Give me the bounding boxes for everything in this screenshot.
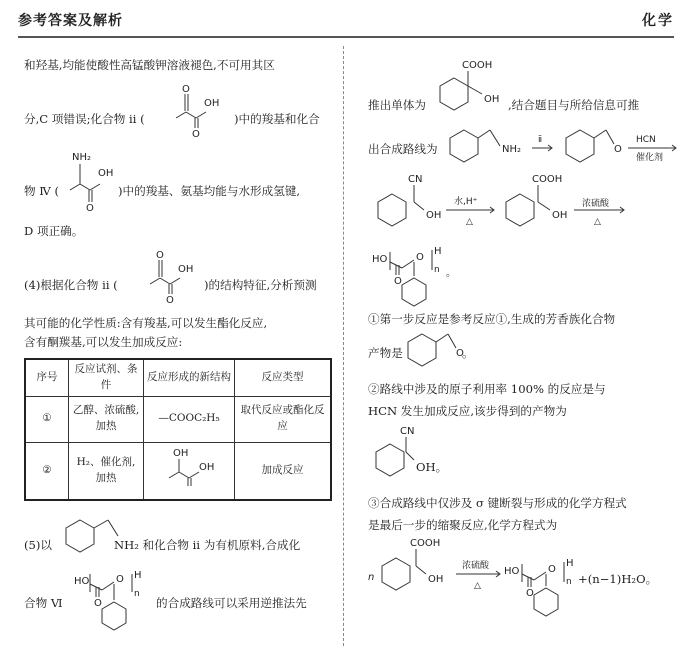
svg-text:ⅱ: ⅱ: [538, 135, 543, 145]
svg-text:COOH: COOH: [462, 60, 493, 71]
text-line: 和羟基,均能使酸性高锰酸钾溶液褪色,不可用其区: [24, 58, 275, 72]
svg-text:n: n: [566, 577, 572, 587]
svg-text:浓硫酸: 浓硫酸: [582, 199, 610, 209]
text-line: NH₂ 和化合物 ⅱ 为有机原料,合成化: [114, 538, 301, 552]
svg-text:水,H⁺: 水,H⁺: [454, 197, 478, 207]
text-line: 分,C 项错误;化合物 ⅱ (: [24, 112, 145, 126]
svg-text:△: △: [466, 217, 473, 227]
svg-text:COOH: COOH: [410, 538, 441, 549]
svg-text:O: O: [548, 564, 556, 575]
text-line: 产物是: [368, 346, 403, 360]
svg-text:NH₂: NH₂: [72, 152, 92, 163]
svg-text:n: n: [434, 265, 440, 275]
header-subject: 化学: [642, 13, 674, 29]
benzaldehyde-structure: [404, 330, 468, 370]
text-line: 出合成路线为: [368, 142, 438, 156]
svg-text:OH: OH: [484, 94, 500, 105]
svg-text:O: O: [182, 84, 190, 95]
text-line: )中的羧基、氨基均能与水形成氢键,: [118, 184, 301, 198]
text-line: (5)以: [24, 538, 53, 552]
text-line: +(n−1)H₂O。: [578, 572, 658, 586]
svg-text:。: 。: [446, 268, 456, 279]
text-line: )中的羧基和化合: [234, 112, 320, 126]
table-cell: 乙醇、浓硫酸,加热: [69, 396, 144, 442]
synthesis-route-row1: [446, 124, 682, 168]
svg-text:O: O: [614, 144, 622, 155]
svg-text:O: O: [166, 295, 174, 306]
svg-text:OH: OH: [98, 168, 114, 179]
table-header: 序号: [25, 359, 69, 396]
table-cell: 加成反应: [235, 442, 332, 500]
text-line: 合物 Ⅵ: [24, 596, 63, 610]
text-line: )的结构特征,分析预测: [204, 278, 317, 292]
svg-text:n: n: [134, 589, 140, 599]
header-title: 参考答案及解析: [18, 13, 123, 29]
svg-text:O: O: [116, 574, 124, 585]
svg-text:OH: OH: [552, 210, 568, 221]
svg-text:OH: OH: [173, 447, 189, 459]
svg-text:CN: CN: [400, 426, 415, 437]
svg-text:O: O: [192, 129, 200, 140]
reaction-arrow: [570, 200, 630, 230]
table-cell: H₂、催化剂,加热: [69, 442, 144, 500]
text-line: D 项正确。: [24, 224, 84, 238]
text-line: 。: [462, 346, 474, 360]
svg-text:NH₂: NH₂: [502, 144, 522, 155]
svg-text:H: H: [566, 558, 574, 569]
svg-text:O: O: [416, 252, 424, 263]
table-header: 反应形成的新结构: [144, 359, 235, 396]
polyester-product-structure: [372, 240, 462, 306]
svg-text:△: △: [474, 581, 481, 591]
svg-text:催化剂: 催化剂: [636, 153, 664, 163]
svg-text:OH: OH: [199, 461, 215, 473]
svg-text:O: O: [86, 203, 94, 214]
text-line: HCN 发生加成反应,该步得到的产物为: [368, 404, 567, 418]
svg-text:O: O: [394, 276, 402, 287]
monomer-structure: [432, 58, 512, 116]
svg-text:△: △: [594, 217, 601, 227]
svg-text:n: n: [368, 572, 375, 583]
text-line: ,结合题目与所给信息可推: [508, 98, 640, 112]
svg-text:HO: HO: [74, 576, 90, 587]
svg-text:OH: OH: [178, 264, 194, 275]
text-line: ③合成路线中仅涉及 σ 键断裂与形成的化学方程式: [368, 496, 627, 510]
svg-text:O: O: [526, 588, 534, 599]
text-line: 其可能的化学性质:含有羧基,可以发生酯化反应,: [24, 316, 268, 330]
svg-text:OH: OH: [204, 98, 220, 109]
text-line: ②路线中涉及的原子利用率 100% 的反应是与: [368, 382, 606, 396]
text-line: 推出单体为: [368, 98, 426, 112]
text-line: (4)根据化合物 ⅱ (: [24, 278, 118, 292]
table-header: 反应试剂、条件: [69, 359, 144, 396]
table-cell: ②: [25, 442, 69, 500]
svg-text:O: O: [456, 348, 464, 359]
svg-text:O: O: [94, 598, 102, 609]
svg-text:浓硫酸: 浓硫酸: [462, 561, 490, 571]
text-line: 物 Ⅳ (: [24, 184, 60, 198]
text-line: OH。: [416, 460, 448, 474]
svg-text:H: H: [134, 570, 142, 581]
svg-text:HO: HO: [504, 566, 520, 577]
svg-text:CN: CN: [408, 174, 423, 185]
svg-text:COOH: COOH: [532, 174, 563, 185]
table-header: 反应类型: [235, 359, 332, 396]
svg-text:O: O: [156, 250, 164, 261]
text-line: ①第一步反应是参考反应①,生成的芳香族化合物: [368, 312, 616, 326]
text-line: 是最后一步的缩聚反应,化学方程式为: [368, 518, 558, 532]
svg-text:HCN: HCN: [636, 135, 656, 145]
table-cell: —COOC₂H₅: [144, 396, 235, 442]
text-line: 含有酮羰基,可以发生加成反应:: [24, 335, 183, 349]
svg-text:H: H: [434, 246, 442, 257]
svg-text:OH: OH: [428, 574, 444, 585]
table-cell: 取代反应或酯化反应: [235, 396, 332, 442]
svg-text:HO: HO: [372, 254, 388, 265]
text-line: 的合成路线可以采用逆推法先: [156, 596, 307, 610]
svg-text:OH: OH: [426, 210, 442, 221]
table-cell: ①: [25, 396, 69, 442]
